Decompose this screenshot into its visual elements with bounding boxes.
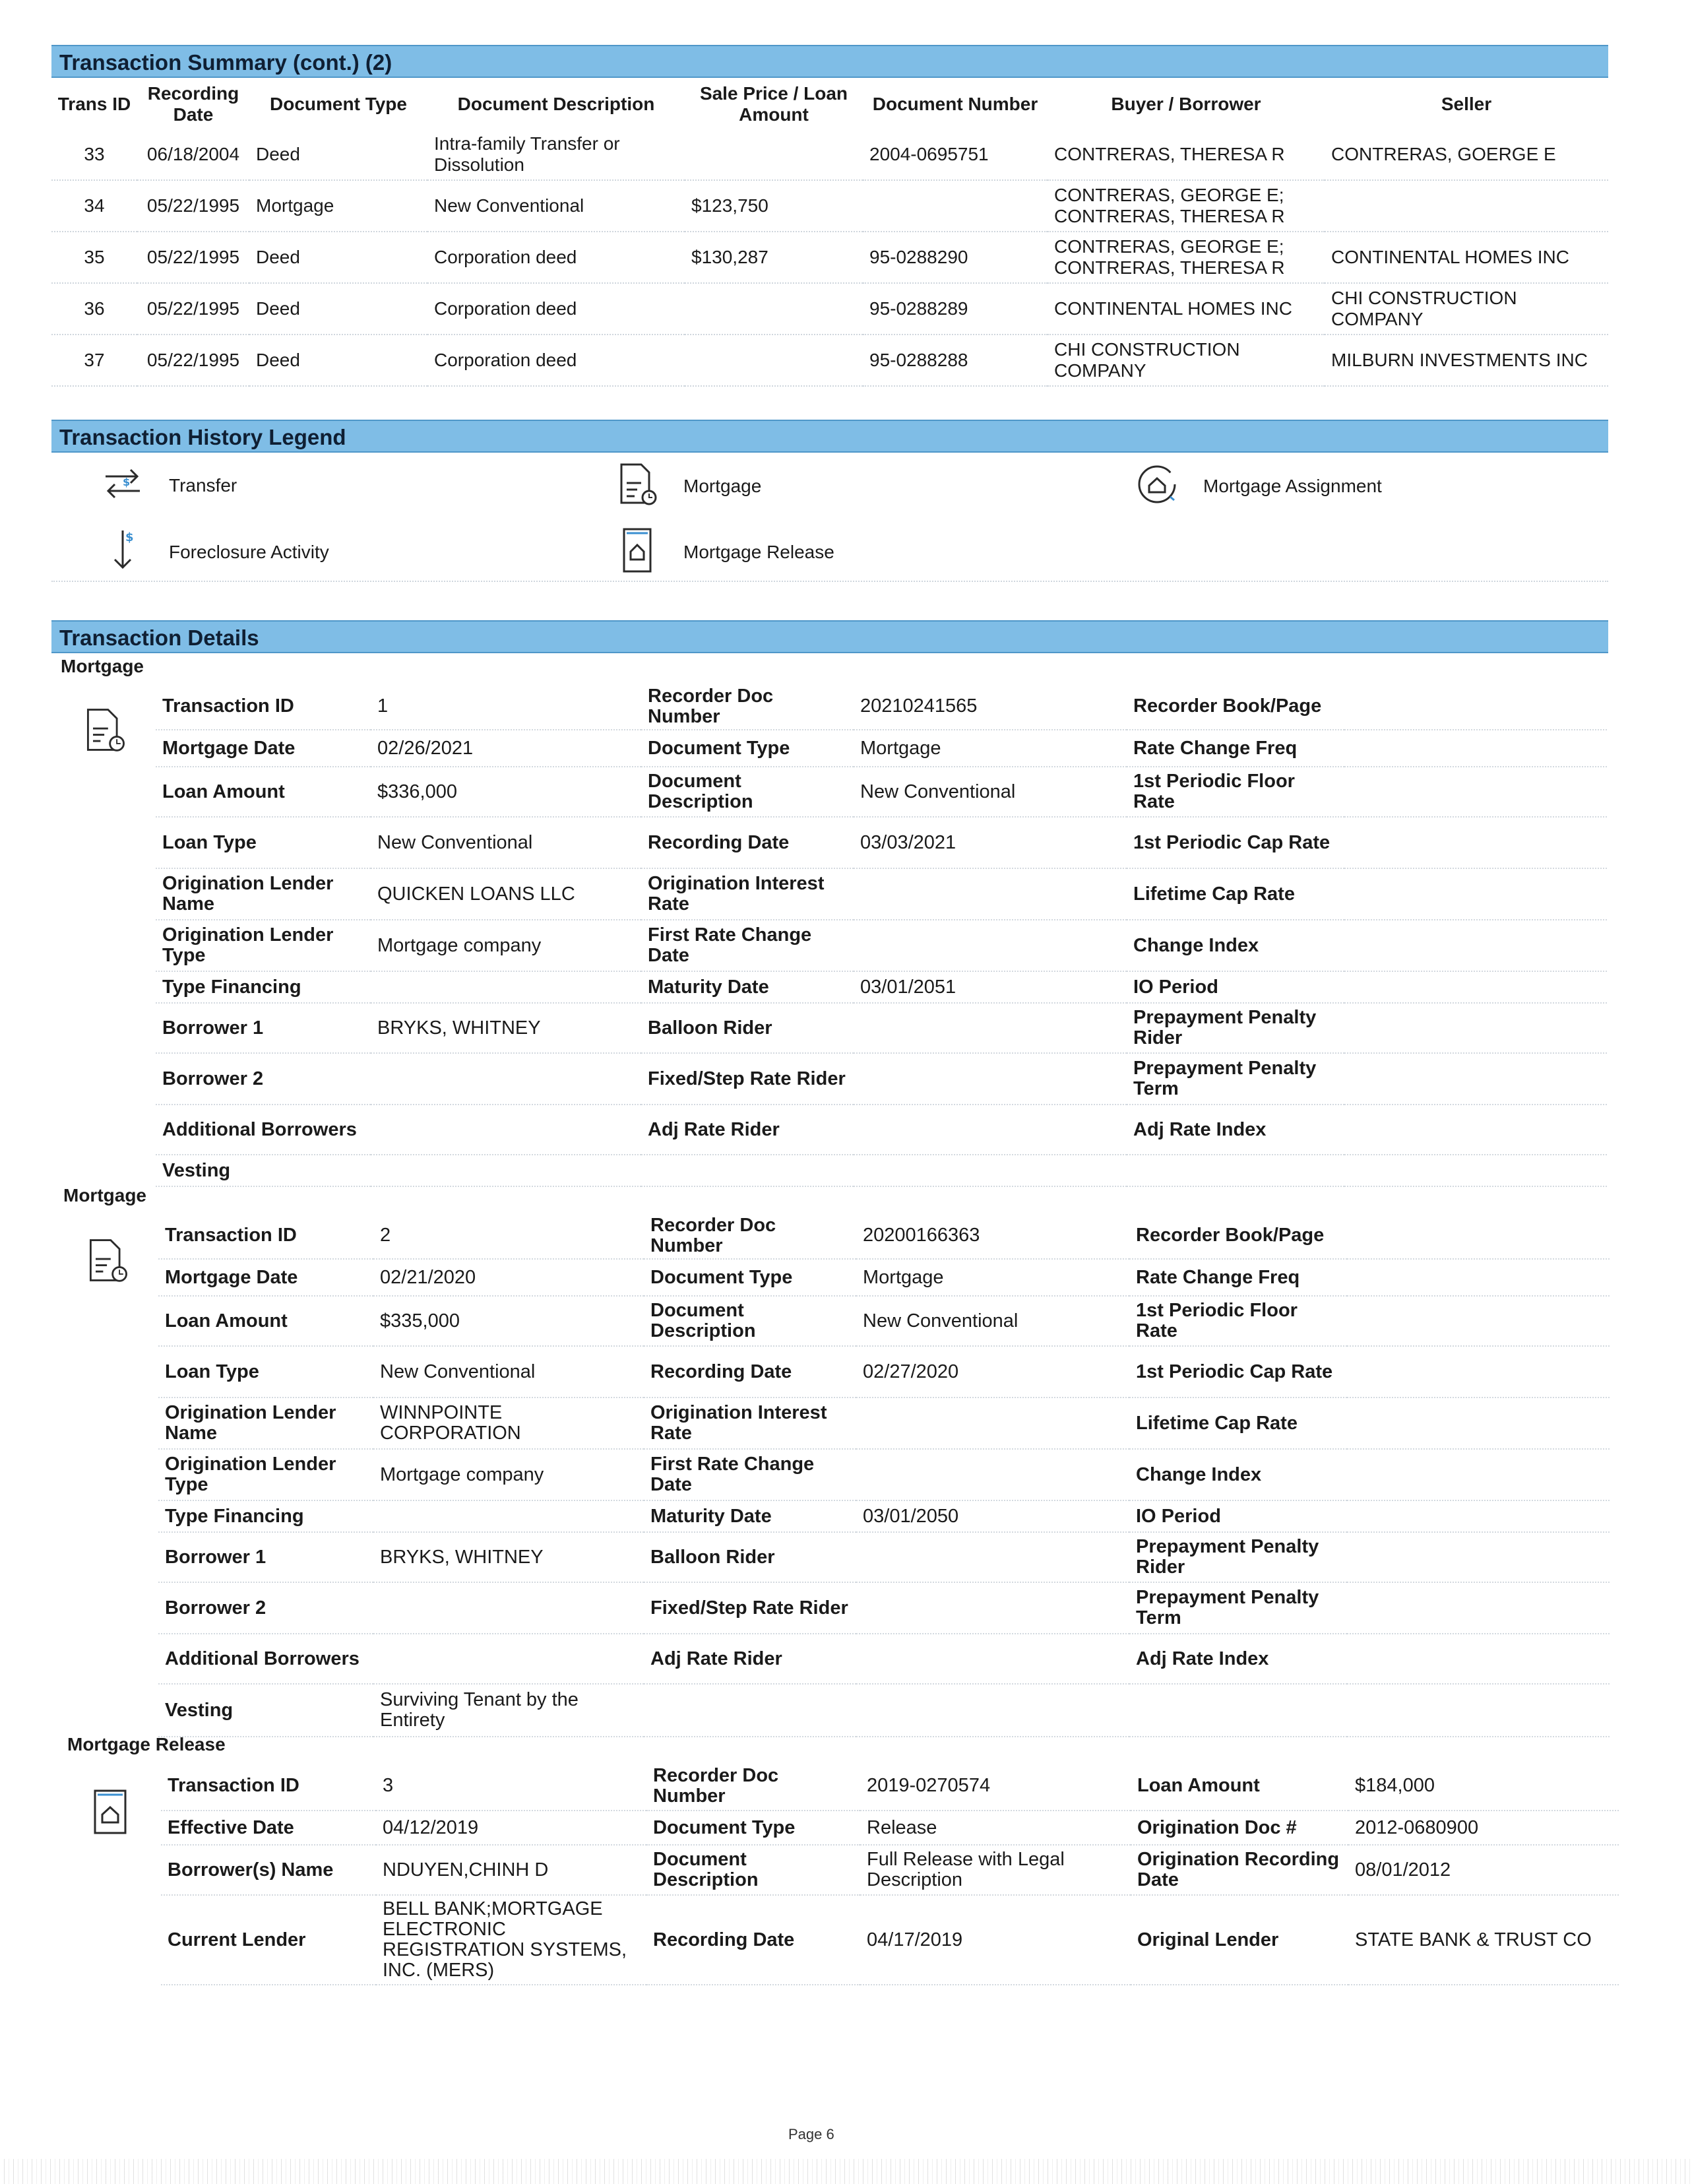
table-row (158, 1582, 1610, 1634)
field-value (373, 1582, 644, 1634)
field-label: Prepayment Penalty Rider (1129, 1532, 1347, 1582)
field-label: 1st Periodic Floor Rate (1129, 1296, 1347, 1346)
col-header-document-number: Document Number (872, 94, 1038, 114)
cell: Deed (249, 283, 427, 335)
field-label: Prepayment Penalty Term (1127, 1053, 1344, 1105)
field-value: 04/12/2019 (376, 1811, 646, 1845)
field-label: Recorder Book/Page (1127, 684, 1344, 730)
field-value: STATE BANK & TRUST CO (1348, 1895, 1619, 1985)
cell: 34 (51, 180, 137, 232)
group-label-mortgage: Mortgage (63, 1185, 146, 1205)
field-label: 1st Periodic Floor Rate (1127, 767, 1344, 817)
cell: 95-0288290 (863, 232, 1048, 283)
col-header-document-type: Document Type (270, 94, 407, 114)
field-value: Mortgage (856, 1259, 1129, 1296)
field-value: $184,000 (1348, 1762, 1619, 1811)
field-value (1344, 1003, 1607, 1053)
field-label: Vesting (158, 1684, 373, 1737)
field-label (644, 1684, 856, 1737)
field-value (856, 1582, 1129, 1634)
field-value: Mortgage company (371, 920, 641, 971)
field-value (371, 1155, 641, 1186)
field-value: BRYKS, WHITNEY (371, 1003, 641, 1053)
field-label: Balloon Rider (644, 1532, 856, 1582)
field-label: Lifetime Cap Rate (1129, 1397, 1347, 1449)
field-value: New Conventional (854, 767, 1127, 817)
field-value: $336,000 (371, 767, 641, 817)
field-value (856, 1684, 1129, 1737)
field-value: $335,000 (373, 1296, 644, 1346)
cell: CONTRERAS, GOERGE E (1325, 129, 1608, 180)
field-value: New Conventional (371, 817, 641, 868)
col-header-document-description: Document Description (457, 94, 655, 114)
field-label: Adj Rate Index (1129, 1634, 1347, 1684)
field-value: New Conventional (373, 1346, 644, 1397)
cell: CHI CONSTRUCTION COMPANY (1048, 335, 1325, 386)
field-label: Origination Interest Rate (644, 1397, 856, 1449)
legend-panel (51, 449, 1608, 582)
field-label: Borrower 2 (158, 1582, 373, 1634)
field-label: Prepayment Penalty Rider (1127, 1003, 1344, 1053)
scan-artifact-strip (0, 2159, 1692, 2184)
field-value: 02/27/2020 (856, 1346, 1129, 1397)
field-value (854, 920, 1127, 971)
col-header-recording-date: Recording Date (147, 83, 239, 125)
field-label: Loan Type (158, 1346, 373, 1397)
page-number: Page 6 (788, 2126, 834, 2142)
table-row (156, 1105, 1607, 1155)
legend-title: Transaction History Legend (59, 425, 346, 449)
field-value: Surviving Tenant by the Entirety (373, 1684, 644, 1737)
field-value (373, 1634, 644, 1684)
field-label: Maturity Date (641, 971, 854, 1003)
cell: 95-0288288 (863, 335, 1048, 386)
field-label: Document Type (646, 1811, 860, 1845)
foreclosure-icon (96, 525, 149, 579)
cell (685, 335, 863, 386)
field-value (1347, 1397, 1610, 1449)
cell: Corporation deed (427, 232, 685, 283)
details-section-header (51, 620, 1608, 653)
field-value (371, 1053, 641, 1105)
field-label: Loan Amount (156, 767, 371, 817)
table-row (156, 730, 1607, 767)
field-label: Recorder Book/Page (1129, 1213, 1347, 1259)
field-label: Additional Borrowers (158, 1634, 373, 1684)
cell: Deed (249, 129, 427, 180)
field-value: 1 (371, 684, 641, 730)
field-label: First Rate Change Date (641, 920, 854, 971)
field-value: 2 (373, 1213, 644, 1259)
summary-section-header (51, 45, 1608, 78)
field-label: Transaction ID (158, 1213, 373, 1259)
field-label: Mortgage Date (156, 730, 371, 767)
field-value (1344, 868, 1607, 920)
mortgage-assignment-icon (1131, 461, 1183, 511)
field-label: Type Financing (158, 1500, 373, 1532)
field-label: Mortgage Date (158, 1259, 373, 1296)
field-label: Recorder Doc Number (646, 1762, 860, 1811)
cell: $130,287 (685, 232, 863, 283)
legend-item-transfer (96, 462, 237, 509)
table-row (156, 767, 1607, 817)
cell: Deed (249, 335, 427, 386)
field-value (1347, 1532, 1610, 1582)
transaction-summary-table (51, 79, 1608, 387)
field-label: Additional Borrowers (156, 1105, 371, 1155)
svg-text:$: $ (125, 530, 134, 544)
field-value (1344, 920, 1607, 971)
field-value: Full Release with Legal Description (860, 1845, 1131, 1895)
field-label: IO Period (1127, 971, 1344, 1003)
cell: 95-0288289 (863, 283, 1048, 335)
field-value (371, 971, 641, 1003)
field-label: Borrower 2 (156, 1053, 371, 1105)
transfer-icon (96, 462, 149, 509)
field-label: Document Description (644, 1296, 856, 1346)
field-value (856, 1634, 1129, 1684)
field-value (1344, 684, 1607, 730)
group-label-mortgage: Mortgage (61, 656, 144, 676)
cell: 35 (51, 232, 137, 283)
field-value (373, 1500, 644, 1532)
field-value: 04/17/2019 (860, 1895, 1131, 1985)
table-row (156, 920, 1607, 971)
field-value (1347, 1259, 1610, 1296)
table-row (156, 1155, 1607, 1186)
field-value: 3 (376, 1762, 646, 1811)
field-label: Fixed/Step Rate Rider (641, 1053, 854, 1105)
field-label: Rate Change Freq (1127, 730, 1344, 767)
table-row (51, 335, 1608, 386)
legend-label: Transfer (169, 474, 237, 496)
cell: Corporation deed (427, 335, 685, 386)
field-label: Rate Change Freq (1129, 1259, 1347, 1296)
field-value: 08/01/2012 (1348, 1845, 1619, 1895)
field-value (1347, 1684, 1610, 1737)
col-header-seller: Seller (1441, 94, 1492, 114)
cell: $123,750 (685, 180, 863, 232)
field-value: 02/26/2021 (371, 730, 641, 767)
cell: 33 (51, 129, 137, 180)
field-label: Origination Lender Name (158, 1397, 373, 1449)
field-label: Prepayment Penalty Term (1129, 1582, 1347, 1634)
field-value (854, 1053, 1127, 1105)
field-value: WINNPOINTE CORPORATION (373, 1397, 644, 1449)
field-value: Mortgage company (373, 1449, 644, 1500)
field-value: 2019-0270574 (860, 1762, 1131, 1811)
field-label: Loan Amount (158, 1296, 373, 1346)
field-label: Origination Lender Name (156, 868, 371, 920)
field-value: QUICKEN LOANS LLC (371, 868, 641, 920)
mortgage-release-detail-table (161, 1762, 1619, 1985)
table-row (161, 1762, 1619, 1811)
cell: CONTINENTAL HOMES INC (1325, 232, 1608, 283)
cell: 05/22/1995 (137, 335, 249, 386)
field-label: Borrower(s) Name (161, 1845, 376, 1895)
field-value (1347, 1346, 1610, 1397)
field-label: Loan Amount (1131, 1762, 1348, 1811)
field-label (1129, 1684, 1347, 1737)
field-value (856, 1397, 1129, 1449)
mortgage-detail-table (156, 684, 1607, 1187)
field-label: Recording Date (641, 817, 854, 868)
field-label: Adj Rate Rider (644, 1634, 856, 1684)
field-label: Adj Rate Rider (641, 1105, 854, 1155)
table-row (161, 1895, 1619, 1985)
summary-title: Transaction Summary (cont.) (2) (59, 50, 392, 75)
field-value (1347, 1213, 1610, 1259)
svg-text:$: $ (123, 476, 131, 488)
table-row (158, 1634, 1610, 1684)
field-label: Current Lender (161, 1895, 376, 1985)
table-row (158, 1296, 1610, 1346)
cell (685, 283, 863, 335)
table-row (158, 1500, 1610, 1532)
cell (1325, 180, 1608, 232)
field-value (1344, 1105, 1607, 1155)
legend-item-mortgage-assignment (1131, 461, 1382, 511)
field-value (1344, 971, 1607, 1003)
legend-label: Mortgage (683, 475, 762, 496)
mortgage-detail-table (158, 1213, 1610, 1737)
field-value (856, 1449, 1129, 1500)
details-title: Transaction Details (59, 626, 259, 650)
table-row (158, 1346, 1610, 1397)
legend-item-mortgage-release (611, 525, 834, 579)
field-value (1344, 817, 1607, 868)
table-row (161, 1811, 1619, 1845)
table-row (51, 129, 1608, 180)
field-label: Document Type (644, 1259, 856, 1296)
field-value (1347, 1296, 1610, 1346)
cell: New Conventional (427, 180, 685, 232)
field-value (854, 1105, 1127, 1155)
mortgage-release-icon (88, 1787, 132, 1840)
table-row (156, 971, 1607, 1003)
field-value: 03/03/2021 (854, 817, 1127, 868)
field-label: Loan Type (156, 817, 371, 868)
summary-header-row (51, 79, 1608, 129)
legend-item-foreclosure (96, 525, 329, 579)
field-value: 20210241565 (854, 684, 1127, 730)
field-label: Document Type (641, 730, 854, 767)
field-value: Mortgage (854, 730, 1127, 767)
field-value: 2012-0680900 (1348, 1811, 1619, 1845)
legend-section-header (51, 420, 1608, 453)
table-row (51, 232, 1608, 283)
col-header-buyer: Buyer / Borrower (1111, 94, 1261, 114)
cell: Deed (249, 232, 427, 283)
field-label: Fixed/Step Rate Rider (644, 1582, 856, 1634)
field-label: Original Lender (1131, 1895, 1348, 1985)
legend-label: Mortgage Release (683, 541, 834, 562)
field-value (854, 1155, 1127, 1186)
field-value: BELL BANK;MORTGAGE ELECTRONIC REGISTRATION SYSTEMS, INC. (MERS) (376, 1895, 646, 1985)
table-row (158, 1213, 1610, 1259)
table-row (51, 180, 1608, 232)
cell: MILBURN INVESTMENTS INC (1325, 335, 1608, 386)
field-value (1344, 1053, 1607, 1105)
field-label: IO Period (1129, 1500, 1347, 1532)
field-value (1347, 1634, 1610, 1684)
field-value: 03/01/2051 (854, 971, 1127, 1003)
field-label: Balloon Rider (641, 1003, 854, 1053)
field-label: Origination Interest Rate (641, 868, 854, 920)
field-value (1344, 730, 1607, 767)
group-label-mortgage-release: Mortgage Release (67, 1734, 226, 1754)
legend-label: Foreclosure Activity (169, 541, 329, 562)
field-label: Borrower 1 (156, 1003, 371, 1053)
table-row (158, 1449, 1610, 1500)
field-value (1347, 1500, 1610, 1532)
field-label: Effective Date (161, 1811, 376, 1845)
table-row (156, 684, 1607, 730)
cell: CONTRERAS, GEORGE E; CONTRERAS, THERESA R (1048, 180, 1325, 232)
field-label: Origination Lender Type (158, 1449, 373, 1500)
cell: CONTINENTAL HOMES INC (1048, 283, 1325, 335)
field-label: Maturity Date (644, 1500, 856, 1532)
field-label: Change Index (1127, 920, 1344, 971)
field-label: Recording Date (644, 1346, 856, 1397)
field-label: 1st Periodic Cap Rate (1129, 1346, 1347, 1397)
mortgage-icon (80, 705, 131, 758)
field-label (641, 1155, 854, 1186)
cell: 05/22/1995 (137, 283, 249, 335)
table-row (156, 817, 1607, 868)
mortgage-icon (83, 1235, 133, 1289)
field-value: 02/21/2020 (373, 1259, 644, 1296)
field-value (1347, 1582, 1610, 1634)
field-label: First Rate Change Date (644, 1449, 856, 1500)
field-value: BRYKS, WHITNEY (373, 1532, 644, 1582)
field-label: Transaction ID (161, 1762, 376, 1811)
field-label: Adj Rate Index (1127, 1105, 1344, 1155)
field-value: 03/01/2050 (856, 1500, 1129, 1532)
col-header-sale-price: Sale Price / Loan Amount (699, 83, 848, 125)
field-label: Transaction ID (156, 684, 371, 730)
field-value (854, 868, 1127, 920)
field-value: Release (860, 1811, 1131, 1845)
field-label (1127, 1155, 1344, 1186)
table-row (158, 1684, 1610, 1737)
legend-label: Mortgage Assignment (1203, 475, 1382, 496)
cell: 36 (51, 283, 137, 335)
cell: 05/22/1995 (137, 232, 249, 283)
cell (685, 129, 863, 180)
mortgage-release-icon (611, 525, 664, 579)
table-row (158, 1259, 1610, 1296)
cell: Corporation deed (427, 283, 685, 335)
field-value: NDUYEN,CHINH D (376, 1845, 646, 1895)
cell: 37 (51, 335, 137, 386)
field-value (371, 1105, 641, 1155)
field-label: 1st Periodic Cap Rate (1127, 817, 1344, 868)
cell: 2004-0695751 (863, 129, 1048, 180)
field-label: Lifetime Cap Rate (1127, 868, 1344, 920)
field-label: Recording Date (646, 1895, 860, 1985)
table-row (156, 868, 1607, 920)
cell: CONTRERAS, THERESA R (1048, 129, 1325, 180)
field-label: Document Description (641, 767, 854, 817)
field-label: Recorder Doc Number (641, 684, 854, 730)
cell: 06/18/2004 (137, 129, 249, 180)
field-label: Vesting (156, 1155, 371, 1186)
field-value (854, 1003, 1127, 1053)
field-label: Document Description (646, 1845, 860, 1895)
field-value: 20200166363 (856, 1213, 1129, 1259)
field-value (1347, 1449, 1610, 1500)
field-label: Origination Recording Date (1131, 1845, 1348, 1895)
field-value: New Conventional (856, 1296, 1129, 1346)
table-row (51, 283, 1608, 335)
mortgage-icon (611, 461, 664, 511)
field-label: Type Financing (156, 971, 371, 1003)
table-row (158, 1532, 1610, 1582)
cell: Mortgage (249, 180, 427, 232)
cell: 05/22/1995 (137, 180, 249, 232)
cell: Intra-family Transfer or Dissolution (427, 129, 685, 180)
field-value (856, 1532, 1129, 1582)
field-value (1344, 767, 1607, 817)
field-label: Recorder Doc Number (644, 1213, 856, 1259)
table-row (161, 1845, 1619, 1895)
field-value (1344, 1155, 1607, 1186)
field-label: Borrower 1 (158, 1532, 373, 1582)
field-label: Origination Lender Type (156, 920, 371, 971)
table-row (158, 1397, 1610, 1449)
cell (863, 180, 1048, 232)
cell: CHI CONSTRUCTION COMPANY (1325, 283, 1608, 335)
cell: CONTRERAS, GEORGE E; CONTRERAS, THERESA R (1048, 232, 1325, 283)
field-label: Change Index (1129, 1449, 1347, 1500)
field-label: Origination Doc # (1131, 1811, 1348, 1845)
table-row (156, 1003, 1607, 1053)
col-header-trans-id: Trans ID (57, 94, 131, 114)
legend-item-mortgage (611, 461, 761, 511)
table-row (156, 1053, 1607, 1105)
